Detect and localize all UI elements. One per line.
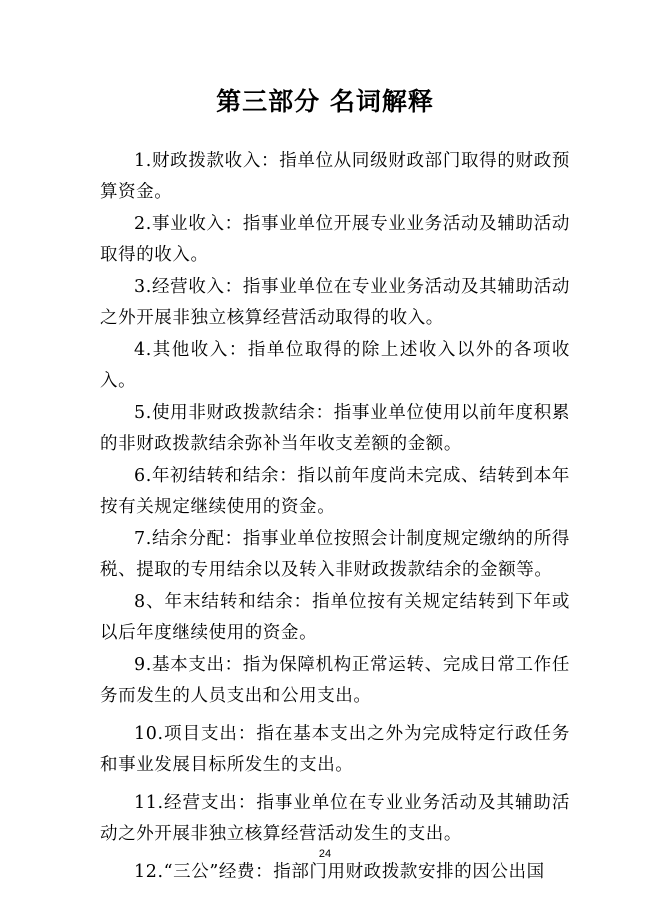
definition-item: 4.其他收入：指单位取得的除上述收入以外的各项收入。 bbox=[100, 340, 570, 391]
definition-item: 10.项目支出：指在基本支出之外为完成特定行政任务和事业发展目标所发生的支出。 bbox=[100, 724, 570, 775]
definition-item: 2.事业收入：指事业单位开展专业业务活动及辅助活动取得的收入。 bbox=[100, 214, 570, 265]
definition-item: 9.基本支出：指为保障机构正常运转、完成日常工作任务而发生的人员支出和公用支出。 bbox=[100, 655, 570, 706]
definition-item: 6.年初结转和结余：指以前年度尚未完成、结转到本年按有关规定继续使用的资金。 bbox=[100, 466, 570, 517]
definition-item: 11.经营支出：指事业单位在专业业务活动及其辅助活动之外开展非独立核算经营活动发生的支出。 bbox=[100, 793, 570, 844]
definitions-list bbox=[100, 146, 570, 889]
definition-item: 5.使用非财政拨款结余：指事业单位使用以前年度积累的非财政拨款结余弥补当年收支差额的金额。 bbox=[100, 403, 570, 454]
definition-item: 8、年末结转和结余：指单位按有关规定结转到下年或以后年度继续使用的资金。 bbox=[100, 592, 570, 643]
definition-item: 1.财政拨款收入：指单位从同级财政部门取得的财政预算资金。 bbox=[100, 151, 570, 202]
page-title: 第三部分 名词解释 bbox=[216, 87, 434, 116]
page-number: 24 bbox=[318, 848, 332, 860]
definition-item: 12.“三公”经费：指部门用财政拨款安排的因公出国 bbox=[134, 862, 545, 882]
definition-item: 3.经营收入：指事业单位在专业业务活动及其辅助活动之外开展非独立核算经营活动取得的收入。 bbox=[100, 277, 570, 328]
definition-item: 7.结余分配：指事业单位按照会计制度规定缴纳的所得税、提取的专用结余以及转入非财政拨款结余的金额等。 bbox=[100, 529, 570, 580]
